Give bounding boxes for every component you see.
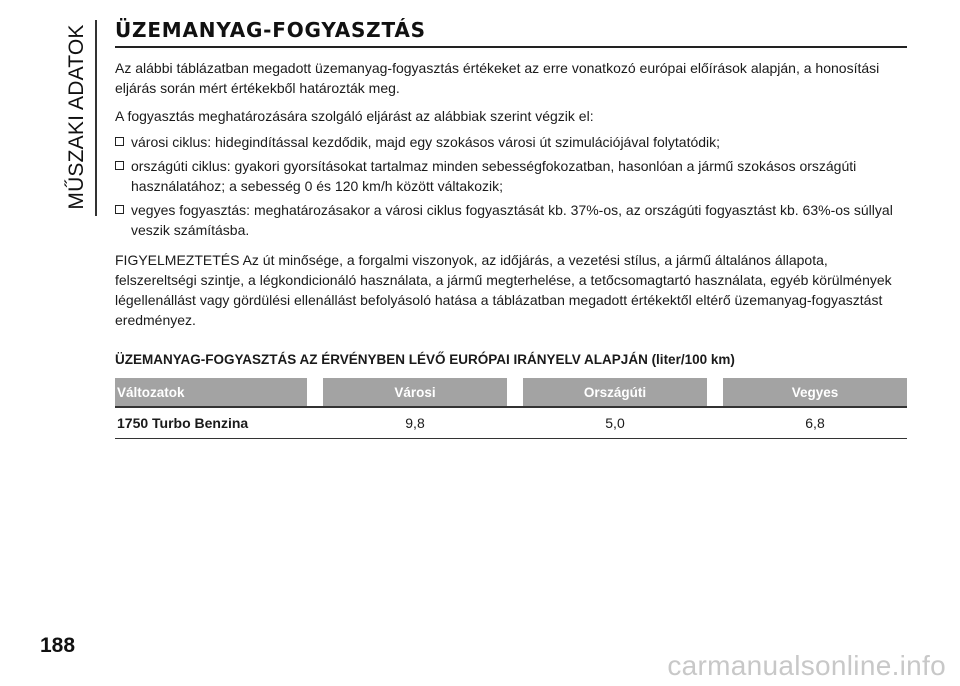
page-number: 188 bbox=[40, 634, 76, 657]
combined-value-cell: 6,8 bbox=[723, 407, 907, 439]
table-title: ÜZEMANYAG-FOGYASZTÁS AZ ÉRVÉNYBEN LÉVŐ EURÓPAI IRÁNYELV ALAPJÁN (liter/100 km) bbox=[115, 352, 735, 367]
cycle-list bbox=[115, 132, 907, 240]
procedure-lead: A fogyasztás meghatározására szolgáló eljárást az alábbiak szerint végzik el: bbox=[115, 108, 594, 124]
table-row bbox=[115, 407, 907, 439]
consumption-table bbox=[115, 378, 907, 439]
list-item bbox=[115, 200, 907, 240]
page-title: ÜZEMANYAG-FOGYASZTÁS bbox=[115, 18, 907, 48]
side-divider bbox=[95, 20, 97, 216]
page-content bbox=[115, 18, 907, 439]
checkbox-bullet-icon bbox=[115, 205, 124, 214]
section-side-label: MŰSZAKI ADATOK bbox=[65, 24, 88, 210]
column-header-extra-urban: Országúti bbox=[523, 378, 707, 407]
table-header-row bbox=[115, 378, 907, 407]
column-header-variant: Változatok bbox=[115, 378, 307, 407]
extra-urban-value-cell: 5,0 bbox=[523, 407, 707, 439]
checkbox-bullet-icon bbox=[115, 137, 124, 146]
intro-paragraph: Az alábbi táblázatban megadott üzemanyag-fogyasztás értékeket az erre vonatkozó európai előírások alapján, a honosítási eljárás során mért értékekből határozták meg. bbox=[115, 60, 880, 96]
checkbox-bullet-icon bbox=[115, 161, 124, 170]
list-item bbox=[115, 132, 907, 152]
urban-value-cell: 9,8 bbox=[323, 407, 507, 439]
list-item-text: országúti ciklus: gyakori gyorsításokat tartalmaz minden sebességfokozatban, hasonlóan a jármű szokásos országúti használatához; a sebesség 0 és 120 km/h között váltakozik; bbox=[131, 158, 857, 194]
list-item-text: városi ciklus: hidegindítással kezdődik, majd egy szokásos városi út szimulációjával folytatódik; bbox=[131, 134, 721, 150]
watermark: carmanualsonline.info bbox=[667, 650, 946, 681]
column-header-urban: Városi bbox=[323, 378, 507, 407]
list-item bbox=[115, 156, 907, 196]
variant-name-cell: 1750 Turbo Benzina bbox=[115, 407, 307, 439]
section-side-tab bbox=[62, 18, 92, 216]
warning-paragraph: FIGYELMEZTETÉS Az út minősége, a forgalmi viszonyok, az időjárás, a vezetési stílus, a jármű általános állapota, felszereltségi szintje, a légkondicionáló használata, a jármű megterhelése, a tetőcsomagtartó használata, egyéb körülmények légellenállást vagy gördülési ellenállást befolyásoló hatása a táblázatban megadott értékektől eltérő üzemanyag-fogyasztást eredményez. bbox=[115, 252, 892, 328]
column-header-combined: Vegyes bbox=[723, 378, 907, 407]
list-item-text: vegyes fogyasztás: meghatározásakor a városi ciklus fogyasztását kb. 37%-os, az országúti fogyasztást kb. 63%-os súllyal veszik számításba. bbox=[131, 202, 893, 238]
